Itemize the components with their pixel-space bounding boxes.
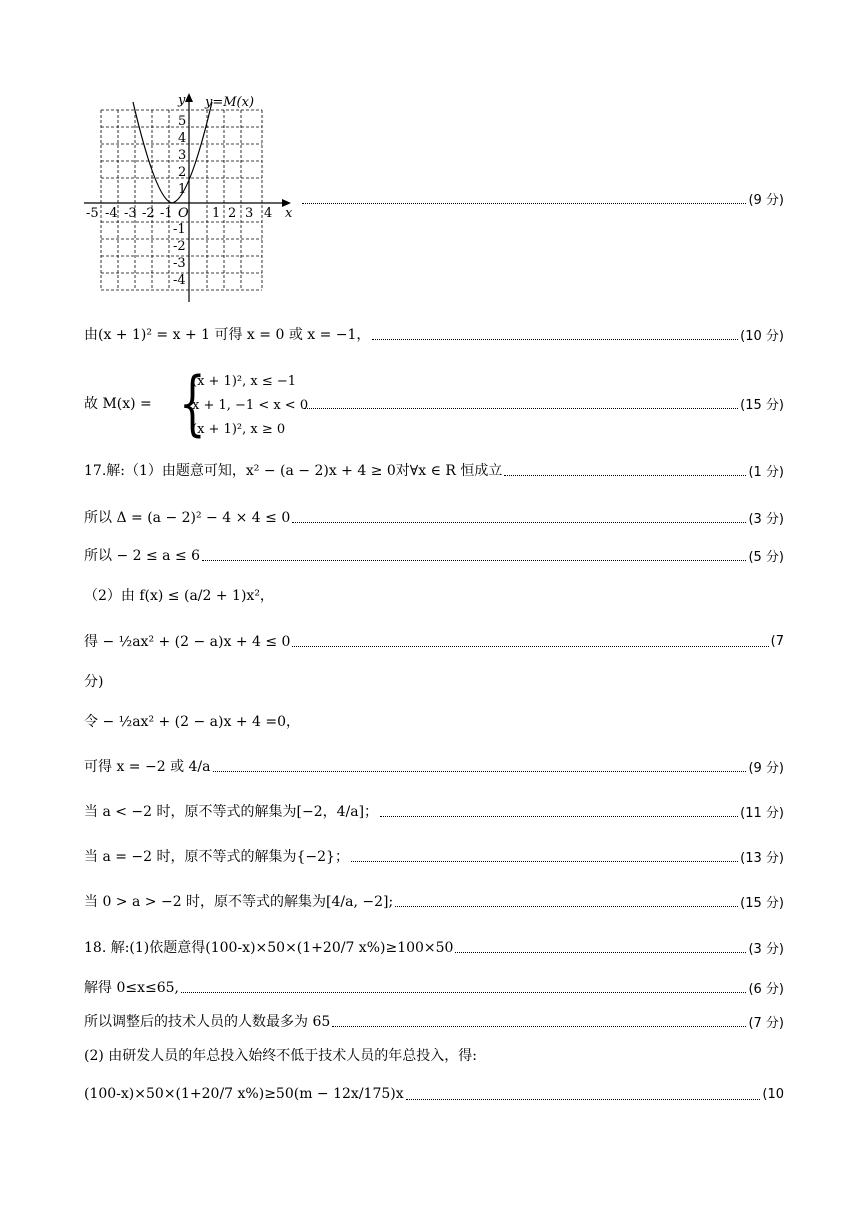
score-label: (6 分) — [748, 981, 784, 997]
line-text: （2）由 f(x) ≤ (a/2 + 1)x²， — [84, 588, 274, 604]
line-text: 分) — [84, 674, 104, 690]
score-line — [300, 185, 784, 211]
leader-dots — [406, 1099, 761, 1100]
cases-list — [192, 370, 308, 442]
leader-dots — [332, 1026, 746, 1027]
x-tick: 2 — [228, 206, 237, 221]
leader-dots — [351, 861, 738, 862]
line-text: 17.解:（1）由题意可知，x² − (a − 2)x + 4 ≥ 0对∀x ∈ R 恒成立 — [84, 463, 503, 479]
x-tick: -4 — [105, 206, 118, 221]
y-tick: 4 — [178, 131, 187, 146]
solution-line — [84, 843, 784, 869]
line-text: 当 a = −2 时，原不等式的解集为{−2}； — [84, 849, 349, 865]
solution-line — [84, 708, 784, 734]
line-text: (100-x)×50×(1+20/7 x%)≥50(m − 12x/175)x — [84, 1086, 404, 1102]
leader-dots — [202, 560, 746, 561]
y-tick: 3 — [178, 148, 187, 163]
function-graph — [84, 90, 302, 302]
score-label: (3 分) — [748, 941, 784, 957]
case-row: (x + 1)², x ≤ −1 — [192, 374, 297, 389]
solution-line — [84, 542, 784, 568]
x-axis-label: x — [285, 206, 293, 221]
score-label: (11 分) — [740, 805, 784, 821]
line-text: 得 − ½ax² + (2 − a)x + 4 ≤ 0 — [84, 634, 291, 650]
x-tick: -3 — [124, 206, 137, 221]
x-tick: -2 — [142, 206, 155, 221]
leader-dots — [292, 522, 746, 523]
score-label: (5 分) — [748, 549, 784, 565]
x-tick: 1 — [212, 206, 221, 221]
leader-dots — [292, 646, 768, 647]
score-label: (9 分) — [748, 760, 784, 776]
line-text: 所以 − 2 ≤ a ≤ 6 — [84, 548, 201, 564]
leader-dots — [302, 203, 746, 204]
solution-line — [84, 798, 784, 824]
y-tick: 2 — [178, 165, 187, 180]
curve-m — [133, 102, 212, 203]
solution-line — [84, 1008, 784, 1034]
solution-line — [84, 753, 784, 779]
line-text: 解得 0≤x≤65, — [84, 980, 179, 996]
score-label: (15 分) — [740, 895, 784, 911]
case-row: (x + 1)², x ≥ 0 — [192, 422, 286, 437]
origin-label: O — [178, 206, 189, 221]
line-text: 所以调整后的技术人员的人数最多为 65 — [84, 1014, 331, 1030]
line-text: 故 M(x) = — [84, 396, 152, 412]
line-text: 可得 x = −2 或 4/a — [84, 759, 211, 775]
case-row: x + 1, −1 < x < 0 — [192, 398, 309, 413]
line-text: 18. 解:(1)依题意得(100-x)×50×(1+20/7 x%)≥100×50 — [84, 940, 454, 956]
leader-dots — [213, 771, 747, 772]
solution-line — [84, 1081, 784, 1107]
line-text: 所以 Δ = (a − 2)² − 4 × 4 ≤ 0 — [84, 510, 291, 526]
solution-line — [84, 628, 784, 654]
score-label: (7 — [770, 633, 784, 649]
y-axis-label: y — [178, 93, 186, 108]
line-text: 当 0 > a > −2 时，原不等式的解集为[4/a, −2]; — [84, 894, 394, 910]
solution-line — [84, 504, 784, 530]
solution-line — [84, 1042, 784, 1068]
leader-dots — [181, 992, 746, 993]
leader-dots — [372, 339, 738, 340]
y-tick: -1 — [173, 222, 186, 237]
brace: { — [179, 362, 206, 444]
leader-dots — [395, 906, 738, 907]
piecewise-cases — [84, 362, 784, 444]
y-tick: -4 — [173, 273, 186, 288]
score-label: (10 — [762, 1086, 784, 1102]
x-tick: 4 — [264, 206, 273, 221]
score-label: (10 分) — [740, 328, 784, 344]
leader-dots — [380, 816, 738, 817]
line-text: 当 a < −2 时，原不等式的解集为[−2，4/a]； — [84, 804, 379, 820]
y-tick: 5 — [178, 114, 187, 129]
line-text: (2) 由研发人员的年总投入始终不低于技术人员的年总投入，得: — [84, 1048, 477, 1064]
y-tick: -3 — [173, 256, 186, 271]
line-text: 由(x + 1)² = x + 1 可得 x = 0 或 x = −1， — [84, 327, 371, 343]
leader-dots — [455, 952, 746, 953]
solution-line — [84, 321, 784, 347]
score-label: (1 分) — [748, 464, 784, 480]
curve-label: y=M(x) — [205, 95, 255, 110]
score-label: (13 分) — [740, 850, 784, 866]
solution-line — [84, 934, 784, 960]
y-tick: -2 — [173, 239, 186, 254]
leader-dots — [504, 475, 746, 476]
x-tick: -5 — [86, 206, 99, 221]
line-text: 令 − ½ax² + (2 − a)x + 4 =0， — [84, 714, 301, 730]
score-label: (15 分) — [740, 397, 784, 413]
y-axis-arrow — [185, 93, 193, 102]
solution-line — [84, 668, 784, 694]
x-tick: 3 — [245, 206, 254, 221]
solution-line — [84, 974, 784, 1000]
solution-line — [84, 888, 784, 914]
score-label: (3 分) — [748, 511, 784, 527]
score-label: (7 分) — [748, 1015, 784, 1031]
score-label: (9 分) — [748, 192, 784, 208]
solution-line — [84, 582, 784, 608]
y-tick-labels — [173, 114, 186, 288]
x-tick: -1 — [160, 206, 173, 221]
y-tick: 1 — [178, 182, 187, 197]
solution-line — [84, 457, 784, 483]
